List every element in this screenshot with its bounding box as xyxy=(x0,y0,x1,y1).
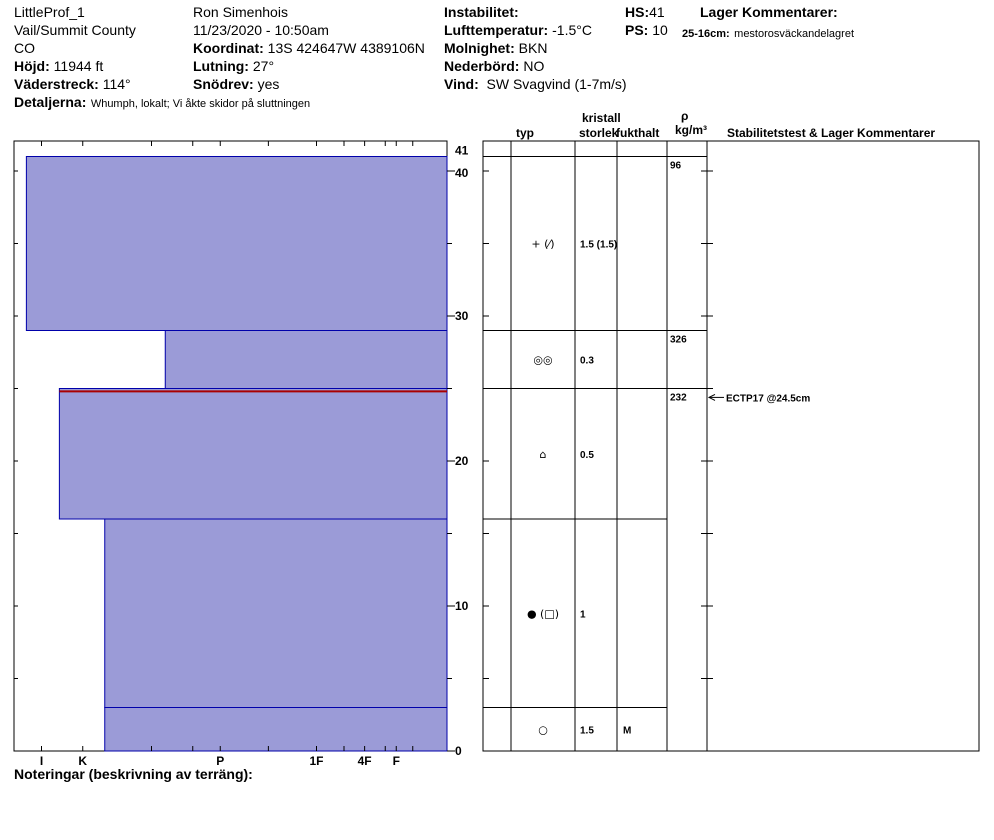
crystal-size: 1.5 (1.5) xyxy=(580,239,618,251)
wind-label: Vind: xyxy=(444,76,479,92)
header-kristall: kristall xyxy=(582,111,621,125)
airtemp-value: -1.5°C xyxy=(552,22,592,38)
observer-name: Ron Simenhois xyxy=(193,4,288,20)
layer-comments-label: Lager Kommentarer: xyxy=(700,4,838,20)
stability-tests xyxy=(709,393,810,404)
hardness-label: F xyxy=(392,754,400,768)
location-name: LittleProf_1 xyxy=(14,4,85,20)
depth-tick-label: 20 xyxy=(455,454,469,468)
elevation-label: Höjd: xyxy=(14,58,50,74)
details-label: Detaljerna: xyxy=(14,94,87,110)
coordinate-value: 13S 424647W 4389106N xyxy=(267,40,425,56)
depth-tick-label: 40 xyxy=(455,166,469,180)
density-value: 326 xyxy=(670,334,687,346)
density-value: 232 xyxy=(670,392,687,404)
header-rho: ρ xyxy=(681,109,689,123)
slope-label: Lutning: xyxy=(193,58,249,74)
moisture-value: M xyxy=(623,725,632,737)
header-fukthalt: fukthalt xyxy=(616,126,660,140)
layer-table-frame xyxy=(483,141,979,751)
depth-tick-label: 30 xyxy=(455,309,469,323)
elevation-value: 11944 ft xyxy=(53,58,104,74)
hardness-label: 4F xyxy=(357,754,372,768)
hardness-label: 1F xyxy=(309,754,324,768)
header-storlek: storlek xyxy=(579,126,619,140)
crystal-type-symbol: ◎◎ xyxy=(533,353,553,367)
hardness-bar xyxy=(26,157,447,331)
crystal-size: 0.5 xyxy=(580,449,594,461)
observation-datetime: 11/23/2020 - 10:50am xyxy=(193,22,329,38)
drift-label: Snödrev: xyxy=(193,76,254,92)
hs-value: 41 xyxy=(649,4,665,20)
airtemp-label: Lufttemperatur: xyxy=(444,22,549,38)
hardness-layers xyxy=(26,157,447,752)
terrain-notes-label: Noteringar (beskrivning av terräng): xyxy=(14,766,253,782)
wind-value: SW Svagvind (1-7m/s) xyxy=(486,76,627,92)
header-stability: Stabilitetstest & Lager Kommentarer xyxy=(727,126,936,140)
details-value: Whumph, lokalt; Vi åkte skidor på sluttningen xyxy=(90,98,311,110)
hardness-bar xyxy=(105,708,447,752)
hs-label: HS: xyxy=(625,4,650,20)
hardness-bar xyxy=(105,519,447,708)
hardness-bar xyxy=(165,331,447,389)
aspect-value: 114° xyxy=(102,76,131,92)
crystal-type-symbol: + (⁄) xyxy=(531,237,555,251)
hardness-label: K xyxy=(78,754,88,768)
layer-table-rows xyxy=(483,157,707,737)
precip-value: NO xyxy=(523,58,545,74)
crystal-size: 0.3 xyxy=(580,355,594,367)
hardness-bar xyxy=(59,389,447,520)
aspect-label: Väderstreck: xyxy=(14,76,99,92)
layer-comment-text: mestorosväckandelagret xyxy=(734,28,854,40)
instability-label: Instabilitet: xyxy=(444,4,519,20)
hardness-label: I xyxy=(39,754,44,768)
coordinate-label: Koordinat: xyxy=(193,40,264,56)
drift-value: yes xyxy=(257,76,280,92)
precip-label: Nederbörd: xyxy=(444,58,520,74)
location-region: Vail/Summit County xyxy=(14,22,136,38)
crystal-size: 1 xyxy=(580,609,586,621)
hardness-label: P xyxy=(216,754,225,768)
sky-value: BKN xyxy=(518,40,548,56)
ps-label: PS: xyxy=(625,22,649,38)
layer-comment-range: 25-16cm: xyxy=(682,28,730,40)
depth-tick-label: 0 xyxy=(455,744,462,758)
stability-test-label: ECTP17 @24.5cm xyxy=(726,393,811,405)
density-value: 96 xyxy=(670,160,682,172)
crystal-type-symbol: ○ xyxy=(538,723,548,737)
crystal-type-symbol: ⌂ xyxy=(539,447,547,461)
location-state: CO xyxy=(14,40,35,56)
slope-value: 27° xyxy=(252,58,275,74)
crystal-size: 1.5 xyxy=(580,725,594,737)
depth-tick-label: 10 xyxy=(455,599,469,613)
header-typ: typ xyxy=(516,126,534,140)
depth-tick-label: 41 xyxy=(455,143,469,158)
sky-label: Molnighet: xyxy=(444,40,515,56)
crystal-type-symbol: ● (□) xyxy=(526,607,560,621)
header-density-unit: kg/m³ xyxy=(675,123,708,137)
ps-value: 10 xyxy=(652,22,668,38)
